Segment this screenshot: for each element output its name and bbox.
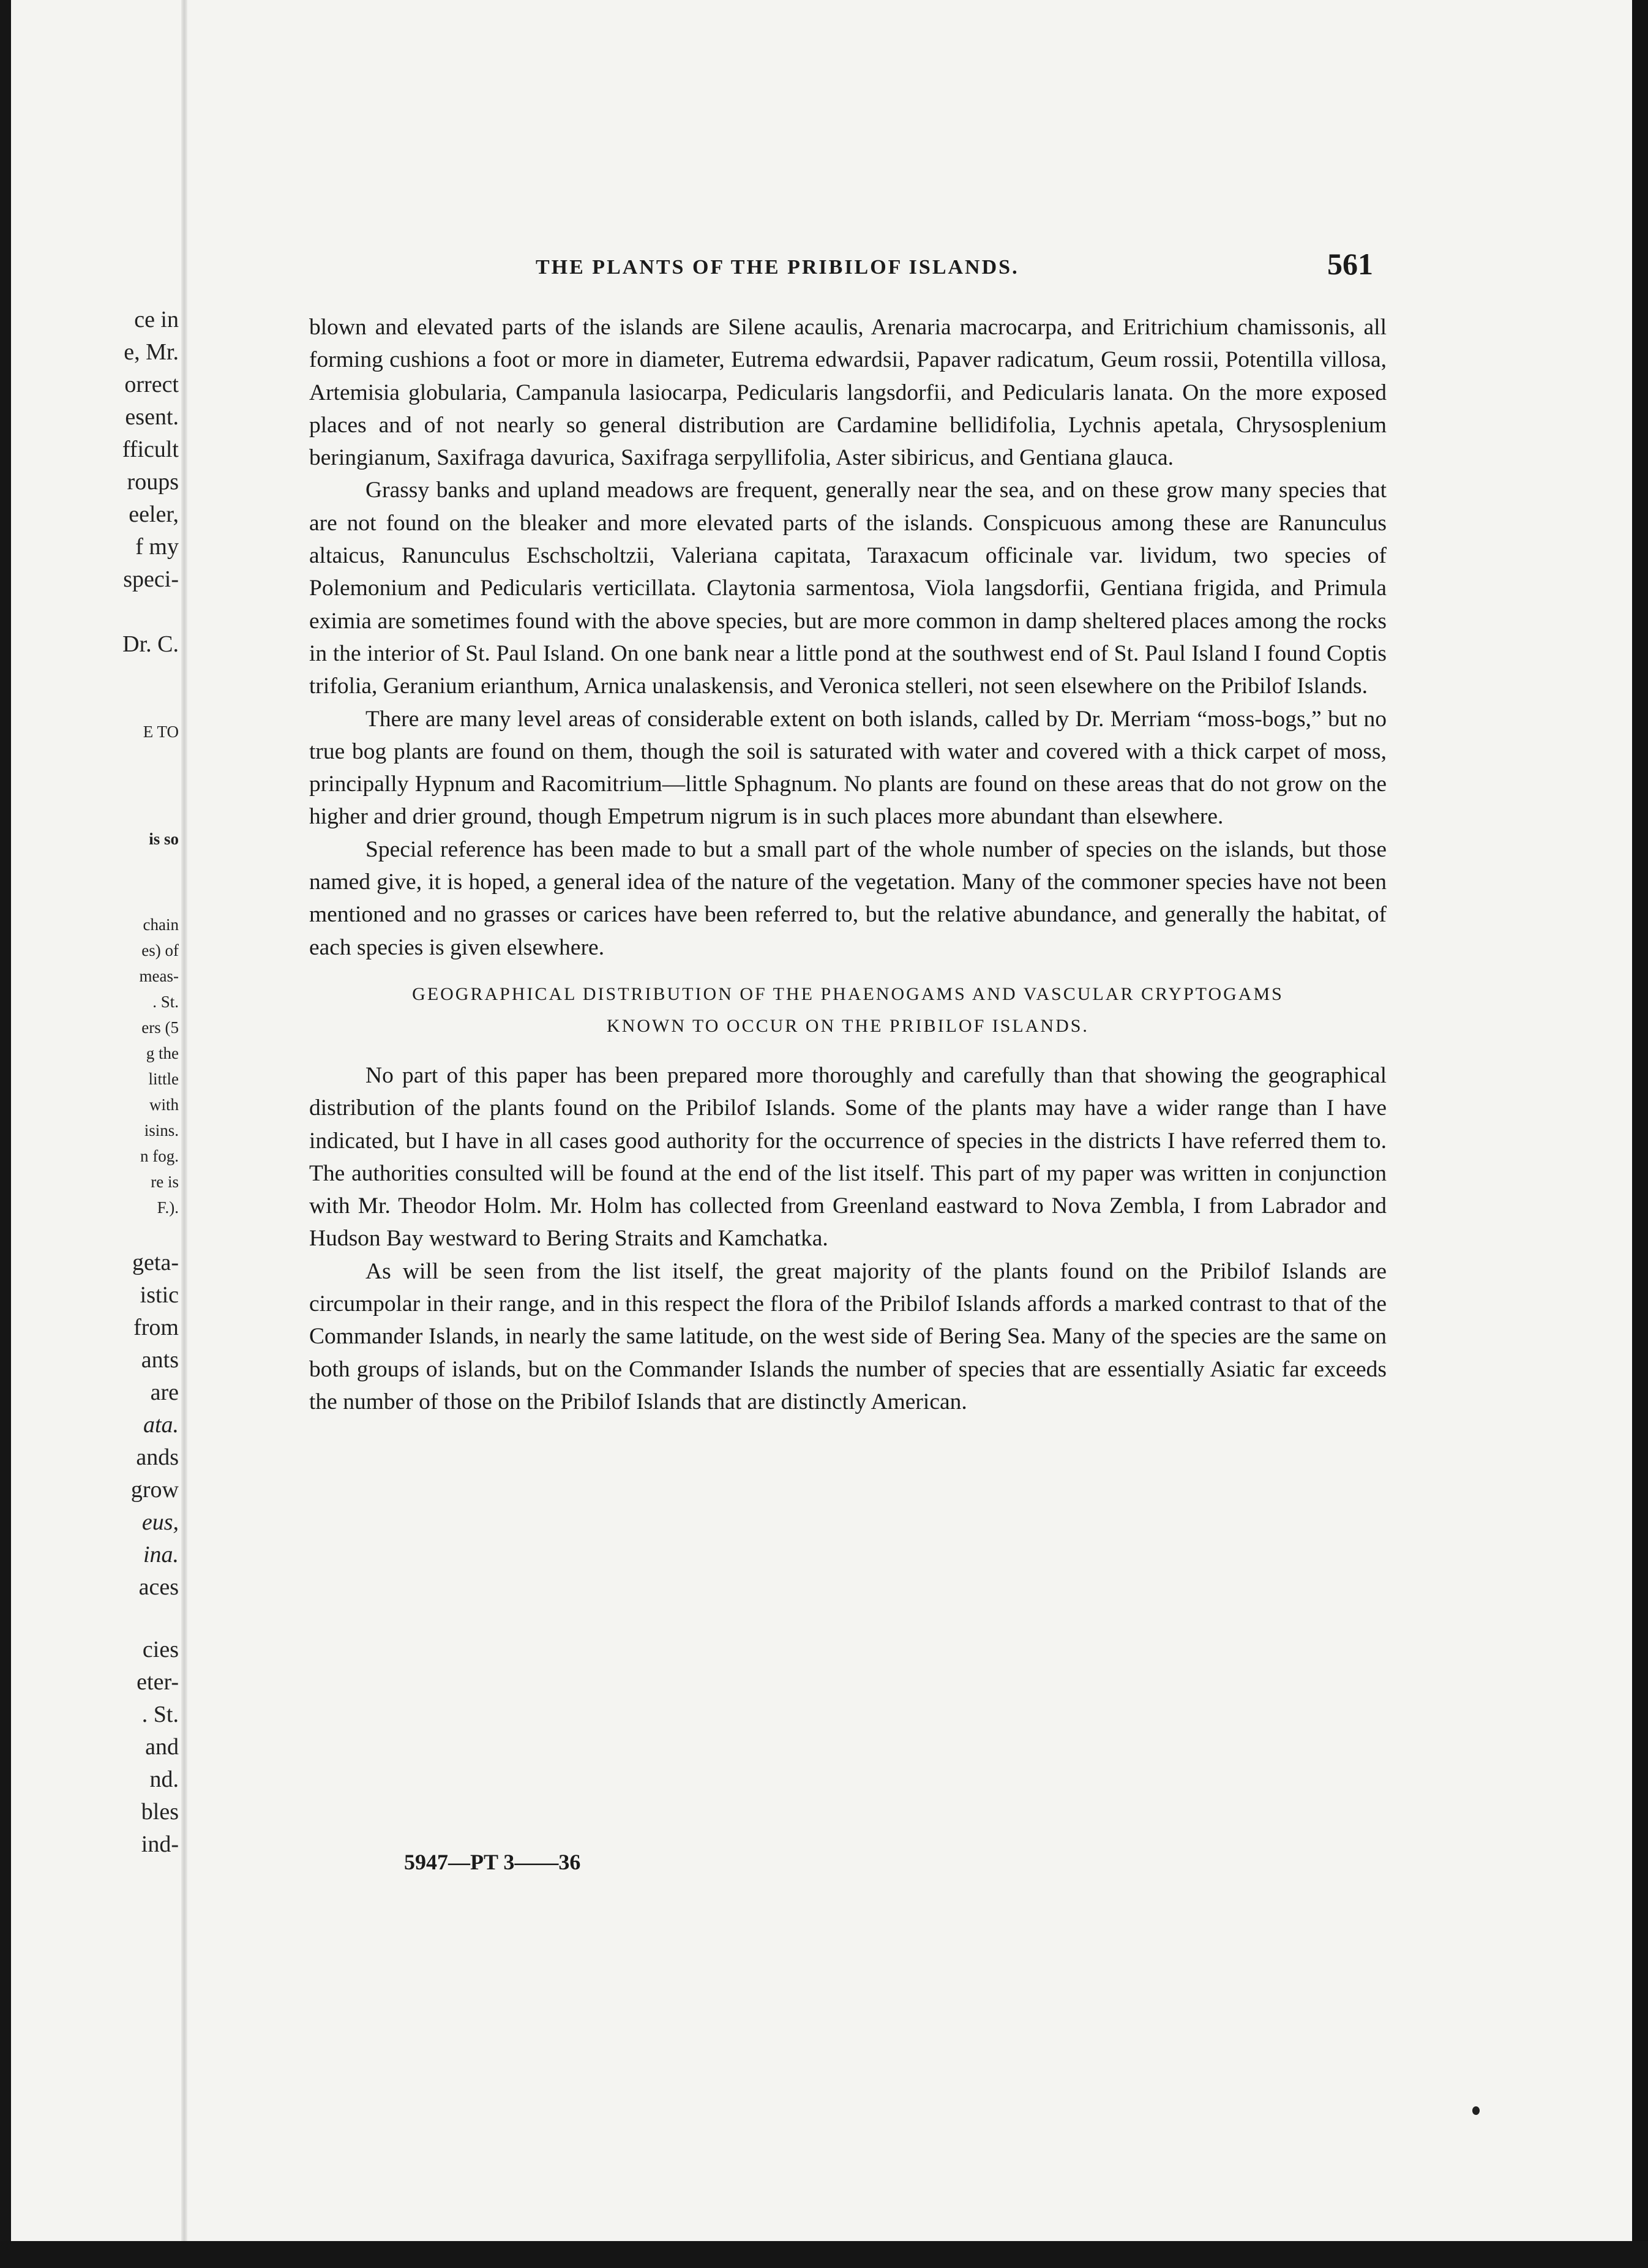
fragment-line: meas-: [139, 967, 179, 985]
fragment-line: es) of: [141, 941, 179, 959]
body-paragraph: As will be seen from the list itself, the great majority of the plants found on the Pribilof Islands are circumpolar in their range, and in this respect the flora of the Pribilof Islands affords a marked contrast to that of the Commander Islands, in nearly the same latitude, on the west side of Bering Sea. Many of the species are the same on both groups of islands, but on the Commander Islands the number of species that are essentially Asiatic far exceeds the number of those on the Pribilof Islands that are distinctly American.: [309, 1258, 1387, 1414]
fragment-line: isins.: [144, 1121, 179, 1140]
fragment-line: eus,: [141, 1509, 179, 1535]
fragment-line: ands: [136, 1444, 179, 1470]
running-head: THE PLANTS OF THE PRIBILOF ISLANDS.: [536, 256, 1019, 279]
fragment-line: ata.: [143, 1412, 179, 1438]
fragment-line: esent.: [125, 404, 179, 430]
scan-border-right: [1632, 0, 1648, 2268]
signature-mark: 5947—PT 3——36: [404, 1850, 581, 1874]
fragment-line: eter-: [137, 1669, 179, 1695]
fragment-line: aces: [138, 1574, 179, 1600]
fragment-line: is so: [149, 830, 179, 848]
page-number: 561: [1327, 247, 1373, 281]
body-paragraph: No part of this paper has been prepared more thoroughly and carefully than that showing the geographical distribution of the plants found on the Pribilof Islands. Some of the plants may have a wider range than I have indicated, but I have in all cases good authority for the occurrence of species in the districts I have referred them to. The authorities consulted will be found at the end of the list itself. This part of my paper was written in conjunction with Mr. Theodor Holm. Mr. Holm has collected from Greenland eastward to Nova Zembla, I from Labrador and Hudson Bay westward to Bering Straits and Kamchatka.: [309, 1062, 1387, 1252]
fragment-line: . St.: [152, 993, 179, 1011]
fragment-line: ina.: [143, 1542, 179, 1568]
section-heading: [309, 978, 1387, 1042]
fragment-line: fficult: [122, 437, 179, 462]
fragment-line: ce in: [134, 307, 179, 332]
scan-border-bottom: [0, 2241, 1648, 2268]
fragment-line: nd.: [149, 1767, 179, 1792]
fragment-line: g the: [146, 1044, 179, 1062]
fragment-line: . St.: [141, 1702, 179, 1727]
fragment-line: from: [133, 1315, 179, 1340]
fragment-line: geta-: [132, 1250, 179, 1275]
fragment-line: are: [150, 1380, 179, 1405]
section-heading-line-2: KNOWN TO OCCUR ON THE PRIBILOF ISLANDS.: [607, 1015, 1089, 1036]
fragment-line: and: [145, 1734, 179, 1760]
fragment-line: E TO: [143, 723, 179, 741]
body-paragraph: There are many level areas of considerable extent on both islands, called by Dr. Merriam “moss-bogs,” but no true bog plants are found on them, though the soil is saturated with water and covered with a thick carpet of moss, principally Hypnum and Racomitrium—little Sphagnum. No plants are found on these areas that do not grow on the higher and drier ground, though Empetrum nigrum is in such places more abundant than elsewhere.: [309, 706, 1387, 830]
body-paragraph: blown and elevated parts of the islands are Silene acaulis, Arenaria macrocarpa, and Eritrichium chamissonis, all forming cushions a foot or more in diameter, Eutrema edwardsii, Papaver radicatum, Geum rossii, Potentilla villosa, Artemisia globularia, Campanula lasiocarpa, Pedicularis langsdorfii, and Pedicularis lanata. On the more exposed places and of not nearly so general distribution are Cardamine bellidifolia, Lychnis apetala, Chrysosplenium beringianum, Saxifraga davurica, Saxifraga serpyllifolia, Aster sibiricus, and Gentiana glauca.: [309, 315, 1387, 471]
fragment-line: roups: [127, 469, 179, 495]
fragment-line: eeler,: [129, 501, 179, 527]
fragment-line: chain: [143, 915, 179, 934]
fragment-line: ants: [141, 1347, 179, 1373]
fragment-line: little: [148, 1070, 179, 1088]
fragment-line: e, Mr.: [124, 339, 179, 365]
body-paragraph: Grassy banks and upland meadows are frequent, generally near the sea, and on these grow many species that are not found on the bleaker and more elevated parts of the islands. Conspicuous among these are Ranunculus altaicus, Ranunculus Eschscholtzii, Valeriana capitata, Taraxacum officinale var. lividum, two species of Polemonium and Pedicularis verticillata. Claytonia sarmentosa, Viola langsdorfii, Gentiana frigida, and Primula eximia are sometimes found with the above species, but are more common in damp sheltered places among the rocks in the interior of St. Paul Island. On one bank near a little pond at the southwest end of St. Paul Island I found Coptis trifolia, Geranium erianthum, Arnica unalaskensis, and Veronica stelleri, not seen elsewhere on the Pribilof Islands.: [309, 478, 1387, 699]
page-gutter: [181, 0, 187, 2241]
fragment-line: istic: [140, 1282, 179, 1308]
ink-speck: [1472, 2106, 1480, 2115]
fragment-line: f my: [135, 534, 179, 560]
fragment-line: re is: [151, 1173, 179, 1191]
fragment-line: Dr. C.: [122, 631, 179, 657]
fragment-line: n fog.: [140, 1147, 179, 1165]
fragment-line: grow: [130, 1477, 179, 1503]
fragment-line: F.).: [157, 1198, 179, 1217]
fragment-line: with: [149, 1095, 179, 1114]
fragment-line: bles: [141, 1799, 179, 1825]
fragment-line: ind-: [141, 1831, 179, 1857]
body-paragraph: Special reference has been made to but a small part of the whole number of species on the islands, but those named give, it is hoped, a general idea of the nature of the vegetation. Many of the commoner species have not been mentioned and no grasses or carices have been referred to, but the relative abundance, and generally the habitat, of each species is given elsewhere.: [309, 836, 1387, 960]
fragment-line: cies: [142, 1637, 179, 1662]
fragment-line: speci-: [123, 566, 179, 592]
page-body: [309, 311, 1387, 1418]
scan-border-left: [0, 0, 11, 2268]
fragment-line: ers (5: [141, 1018, 179, 1037]
section-heading-line-1: GEOGRAPHICAL DISTRIBUTION OF THE PHAENOGAMS AND VASCULAR CRYPTOGAMS: [412, 983, 1284, 1004]
fragment-line: orrect: [124, 372, 179, 397]
